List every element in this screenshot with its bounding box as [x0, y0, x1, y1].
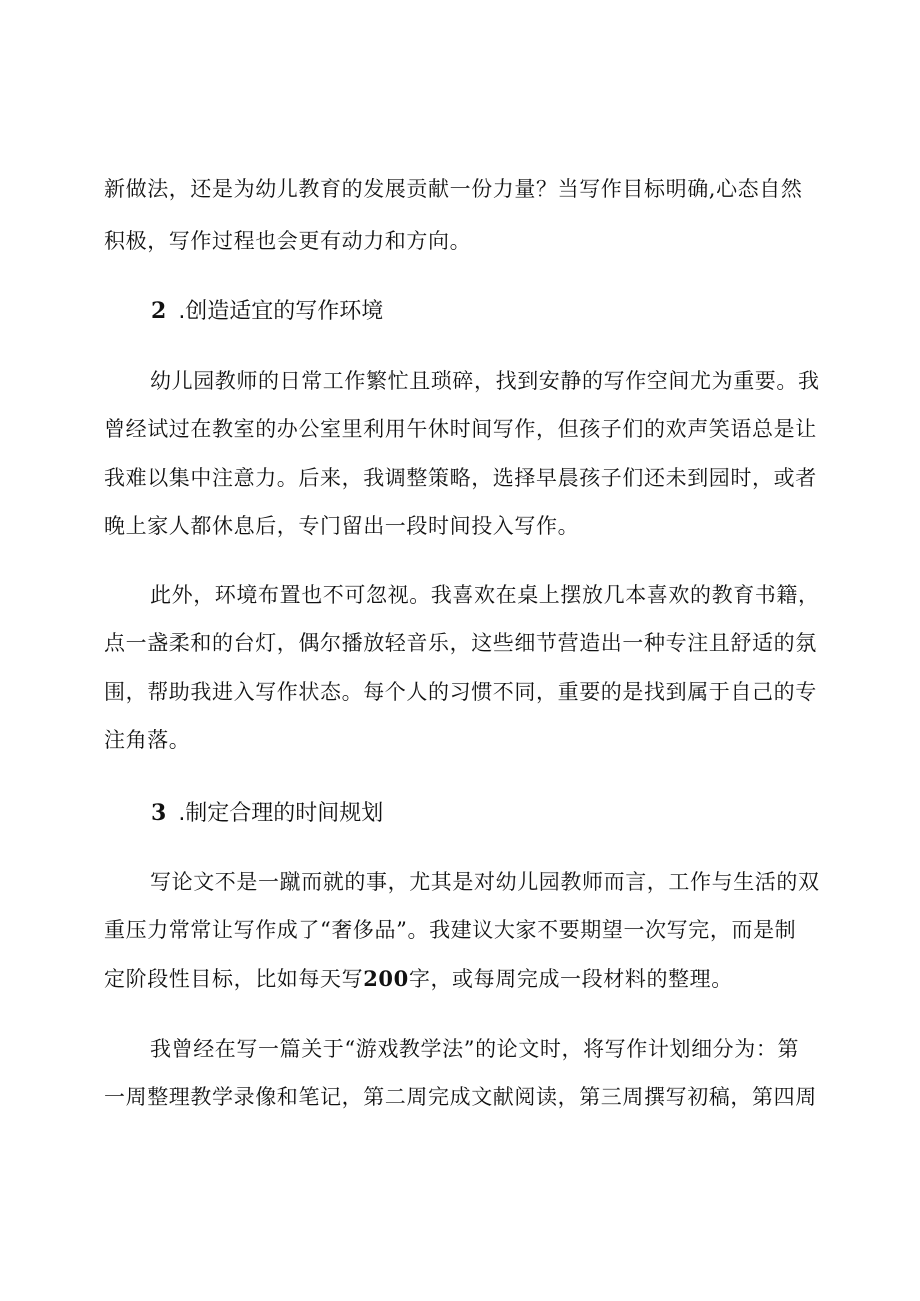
- text: 注角落。: [104, 728, 191, 752]
- text-after-number: 字，或每周完成一段材料的整理。: [408, 967, 733, 991]
- text: 一周整理教学录像和笔记，第二周完成文献阅读，第三周撰写初稿，第四周: [104, 1085, 817, 1109]
- text: 重压力常常让写作成了“奢侈品”。我建议大家不要期望一次写完，而是制: [104, 918, 797, 942]
- text: 我曾经在写一篇关于“游戏教学法”的论文时，将写作计划细分为：第: [150, 1037, 800, 1061]
- section-2-title: .创造适宜的写作环境: [178, 299, 384, 324]
- section-2-heading: [151, 294, 383, 329]
- section-3-number: 3: [151, 800, 167, 826]
- text-before-number: 定阶段性目标，比如每天写: [104, 967, 364, 991]
- section-3-title: .制定合理的时间规划: [178, 801, 384, 826]
- word-count-number: 200: [363, 966, 409, 991]
- section-2-number: 2: [151, 298, 167, 324]
- text: 积极，写作过程也会更有动力和方向。: [104, 229, 472, 253]
- text: 点一盏柔和的台灯，偶尔播放轻音乐，这些细节营造出一种专注且舒适的氛: [104, 631, 817, 655]
- text: 幼儿园教师的日常工作繁忙且琐碎，找到安静的写作空间尤为重要。我: [150, 369, 820, 393]
- text: 围，帮助我进入写作状态。每个人的习惯不同，重要的是找到属于自己的专: [104, 680, 817, 704]
- text: [104, 962, 733, 996]
- text: 写论文不是一蹴而就的事，尤其是对幼儿园教师而言，工作与生活的双: [150, 870, 820, 894]
- text: 新做法，还是为幼儿教育的发展贡献一份力量？当写作目标明确,心态自然: [104, 177, 803, 201]
- text: 此外，环境布置也不可忽视。我喜欢在桌上摆放几本喜欢的教育书籍，: [150, 583, 820, 607]
- text: 晚上家人都休息后，专门留出一段时间投入写作。: [104, 514, 580, 538]
- text: 曾经试过在教室的办公室里利用午休时间写作，但孩子们的欢声笑语总是让: [104, 417, 817, 441]
- section-3-heading: [151, 796, 383, 831]
- text: 我难以集中注意力。后来，我调整策略，选择早晨孩子们还未到园时，或者: [104, 466, 817, 490]
